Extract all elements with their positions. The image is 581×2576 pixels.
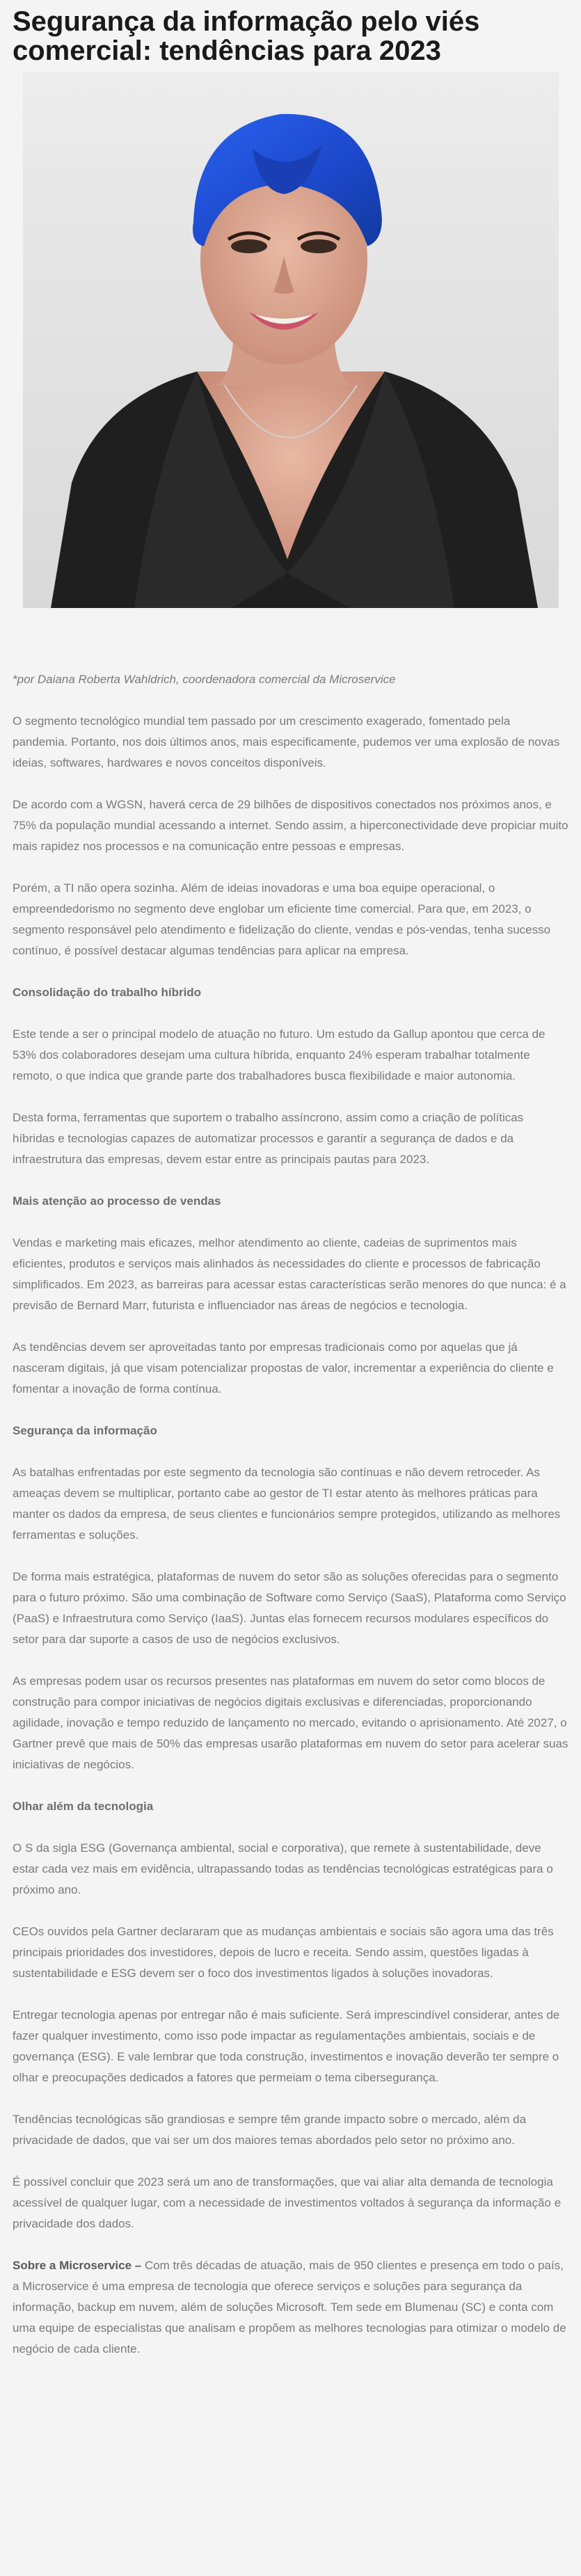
body-paragraph: É possível concluir que 2023 será um ano de transformações, que vai aliar alta demanda de tecnologia acessível de qualquer lugar, com a necessidade de investimentos voltados à segurança da informação e privacidade dos dados.: [13, 2175, 562, 2230]
about-company-text: Com três décadas de atuação, mais de 950 clientes e presença em todo o país, a Microservice é uma empresa de tecnologia que oferece serviços e soluções para segurança da informação, backup em nuvem, além de soluções Microsoft. Tem sede em Blumenau (SC) e conta com uma equipe de especialistas que analisam e propõem as melhores tecnologias para otimizar o modelo de negócio de cada cliente.: [13, 2259, 566, 2355]
body-paragraph: As empresas podem usar os recursos presentes nas plataformas em nuvem do setor como blocos de construção para compor iniciativas de negócios digitais exclusivas e diferenciadas, proporcionando agilidade, inovação e tempo reduzido de lançamento no mercado, evitando o aprisionamento. Até 2027, o Gartner prevê que mais de 50% das empresas usarão plataformas em nuvem do setor para acelerar suas iniciativas de negócios.: [13, 1674, 568, 1771]
body-paragraph: As batalhas enfrentadas por este segmento da tecnologia são contínuas e não devem retroceder. As ameaças devem se multiplicar, portanto cabe ao gestor de TI estar atento às melhores práticas para manter os dados da empresa, de seus clientes e funcionários sempre protegidos, utilizando as melhores ferramentas e soluções.: [13, 1466, 561, 1542]
body-paragraph: Este tende a ser o principal modelo de atuação no futuro. Um estudo da Gallup apontou que cerca de 53% dos colaboradores desejam uma cultura híbrida, enquanto 24% esperam trabalhar totalmente remoto, o que indica que grande parte dos trabalhadores busca flexibilidade e maior autonomia.: [13, 1027, 546, 1082]
body-paragraph: Porém, a TI não opera sozinha. Além de ideias inovadoras e uma boa equipe operacional, o empreendedorismo no segmento deve englobar um eficiente time comercial. Para que, em 2023, o segmento responsável pelo atendimento e fidelização do cliente, vendas e pós-vendas, tenha sucesso contínuo, é possível destacar algumas tendências para aplicar na empresa.: [13, 881, 551, 957]
body-paragraph: Entregar tecnologia apenas por entregar não é mais suficiente. Será imprescindível considerar, antes de fazer qualquer investimento, como isso pode impactar as regulamentações ambientais, sociais e de governança (ESG). E vale lembrar que toda construção, investimentos e inovação deverão ter sempre o olhar e preocupações dedicados a fatores que permeiam o tema cibersegurança.: [13, 2008, 560, 2084]
section-heading: Consolidação do trabalho híbrido: [13, 986, 202, 999]
section-heading: Segurança da informação: [13, 1424, 157, 1437]
article-byline: *por Daiana Roberta Wahldrich, coordenadora comercial da Microservice: [13, 673, 396, 686]
body-paragraph: O S da sigla ESG (Governança ambiental, social e corporativa), que remete à sustentabilidade, deve estar cada vez mais em evidência, ultrapassando todas as tendências tecnológicas estratégicas para o próximo ano.: [13, 1841, 553, 1896]
body-paragraph: O segmento tecnológico mundial tem passado por um crescimento exagerado, fomentado pela pandemia. Portanto, nos dois últimos anos, mais especificamente, pudemos ver uma explosão de novas ideias, softwares, hardwares e novos conceitos disponíveis.: [13, 714, 560, 769]
article-title: Segurança da informação pelo viés comercial: tendências para 2023: [13, 6, 480, 66]
hero-image: [23, 72, 559, 608]
body-paragraph: As tendências devem ser aproveitadas tanto por empresas tradicionais como por aquelas que já nasceram digitais, já que visam potencializar propostas de valor, incrementar a experiência do cliente e fomentar a inovação de forma contínua.: [13, 1341, 554, 1395]
about-company-label: Sobre a Microservice –: [13, 2259, 142, 2272]
body-paragraph: Desta forma, ferramentas que suportem o trabalho assíncrono, assim como a criação de políticas híbridas e tecnologias capazes de automatizar processos e garantir a segurança de dados e da infraestrutura das empresas, devem estar entre as principais pautas para 2023.: [13, 1111, 524, 1166]
section-heading: Olhar além da tecnologia: [13, 1800, 154, 1813]
section-heading: Mais atenção ao processo de vendas: [13, 1194, 221, 1208]
body-paragraph: De forma mais estratégica, plataformas de nuvem do setor são as soluções oferecidas para o segmento para o futuro próximo. São uma combinação de Software como Serviço (SaaS), Plataforma como Serviço (PaaS) e Infraestrutura como Serviço (IaaS). Juntas elas fornecem recursos modulares específicos do setor para dar suporte a casos de uso de negócios exclusivos.: [13, 1570, 566, 1646]
body-paragraph: Vendas e marketing mais eficazes, melhor atendimento ao cliente, cadeias de suprimentos mais eficientes, produtos e serviços mais alinhados às necessidades do cliente e processos de fabricação simplificados. Em 2023, as barreiras para acessar estas características serão menores do que nunca: é a previsão de Bernard Marr, futurista e influenciador nas áreas de negócios e tecnologia.: [13, 1236, 566, 1312]
body-paragraph: CEOs ouvidos pela Gartner declararam que as mudanças ambientais e sociais são agora uma das três principais prioridades dos investidores, depois de lucro e receita. Sendo assim, questões ligadas à sustentabilidade e ESG devem ser o foco dos investimentos ligados à soluções inovadoras.: [13, 1925, 554, 1980]
body-paragraph: Tendências tecnológicas são grandiosas e sempre têm grande impacto sobre o mercado, além da privacidade de dados, que vai ser um dos maiores temas abordados pelo setor no próximo ano.: [13, 2113, 527, 2147]
portrait-illustration: [23, 72, 559, 608]
about-company-paragraph: [13, 2255, 568, 2360]
article-body: [13, 711, 568, 2234]
body-paragraph: De acordo com a WGSN, haverá cerca de 29 bilhões de dispositivos conectados nos próximos anos, e 75% da população mundial acessando a internet. Sendo assim, a hiperconectividade deve propiciar muito mais rapidez nos processos e na comunicação entre pessoas e empresas.: [13, 798, 568, 853]
